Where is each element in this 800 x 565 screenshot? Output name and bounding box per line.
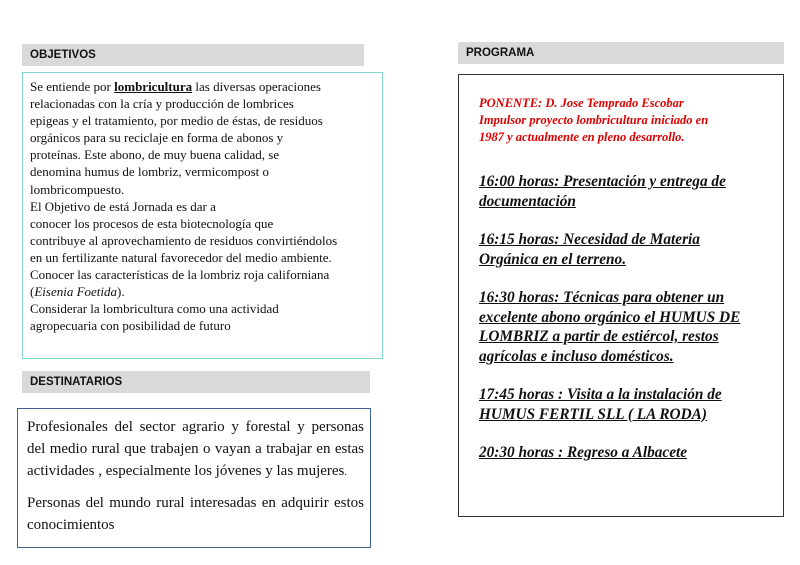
ponente-block [479,95,773,146]
species-name: Eisenia Foetida [34,284,118,300]
programa-item-line: 16:15 horas: Necesidad de Materia [479,231,700,248]
objetivos-line: orgánicos para su reciclaje en forma de abonos y [30,130,284,146]
objetivos-line: Considerar la lombricultura como una actividad [30,301,279,317]
objetivos-line: denomina humus de lombriz, vermicompost o [30,164,270,180]
programa-item [479,172,773,211]
destinatarios-text: Profesionales del sector agrario y forestal y personas del medio rural que trabajen o vayan a trabajar en estas actividades , especialmente los jóvenes y las mujeres [27,419,364,479]
objetivos-line: proteínas. Este abono, de muy buena calidad, se [30,147,280,163]
ponente-line: Impulsor proyecto lombricultura iniciado en [479,113,709,127]
programa-item-line: 17:45 horas : Visita a la instalación de [479,386,722,403]
destinatarios-paragraph [27,416,364,484]
objetivos-line: Conocer las características de la lombriz roja californiana [30,267,330,283]
objetivos-line: relacionadas con la cría y producción de lombrices [30,96,294,112]
objetivos-line: agropecuaria con posibilidad de futuro [30,318,231,334]
programa-item-line: LOMBRIZ a partir de estiércol, restos [479,328,719,345]
destinatarios-paragraph: Personas del mundo rural interesadas en adquirir estos conocimientos [27,495,364,533]
objetivos-header: OBJETIVOS [22,44,364,66]
objetivos-line [30,78,378,95]
objetivos-text: Se entiende por [30,79,115,94]
objetivos-line: epigeas y el tratamiento, por medio de éstas, de residuos [30,113,323,129]
lombricultura-keyword: lombricultura [114,79,193,94]
ponente-line: 1987 y actualmente en pleno desarrollo. [479,130,685,144]
programa-item-line: agrícolas e incluso domésticos. [479,347,674,365]
objetivos-text: ). [117,284,125,300]
programa-item-line: Orgánica en el terreno. [479,250,627,268]
programa-box [458,74,784,517]
ponente-line: PONENTE: D. Jose Temprado Escobar [479,96,684,110]
objetivos-text: ( [30,284,35,300]
objetivos-line: en un fertilizante natural favorecedor del medio ambiente. [30,249,332,265]
programa-item-line: HUMUS FERTIL SLL ( LA RODA) [479,405,707,423]
objetivos-line: El Objetivo de está Jornada es dar a [30,198,216,214]
programa-header: PROGRAMA [458,42,784,64]
programa-item [479,230,773,269]
programa-item-line: documentación [479,192,576,210]
programa-item-line: 20:30 horas : Regreso a Albacete [479,444,688,461]
objetivos-box [22,72,383,359]
programa-item-line: 16:00 horas: Presentación y entrega de [479,173,726,190]
objetivos-line: contribuye al aprovechamiento de residuos convirtiéndolos [30,232,338,248]
programa-item [479,443,773,463]
objetivos-line: conocer los procesos de esta biotecnología que [30,215,274,231]
programa-item [479,288,773,366]
programa-item [479,385,773,424]
objetivos-text: las diversas operaciones [192,79,321,94]
destinatarios-header: DESTINATARIOS [22,371,370,393]
destinatarios-text-end: . [344,467,347,478]
destinatarios-box [17,408,371,548]
objetivos-line: lombricompuesto. [30,181,125,197]
programa-item-line: 16:30 horas: Técnicas para obtener un [479,289,725,306]
programa-item-line: excelente abono orgánico el HUMUS DE [479,308,741,326]
objetivos-line [30,283,378,300]
